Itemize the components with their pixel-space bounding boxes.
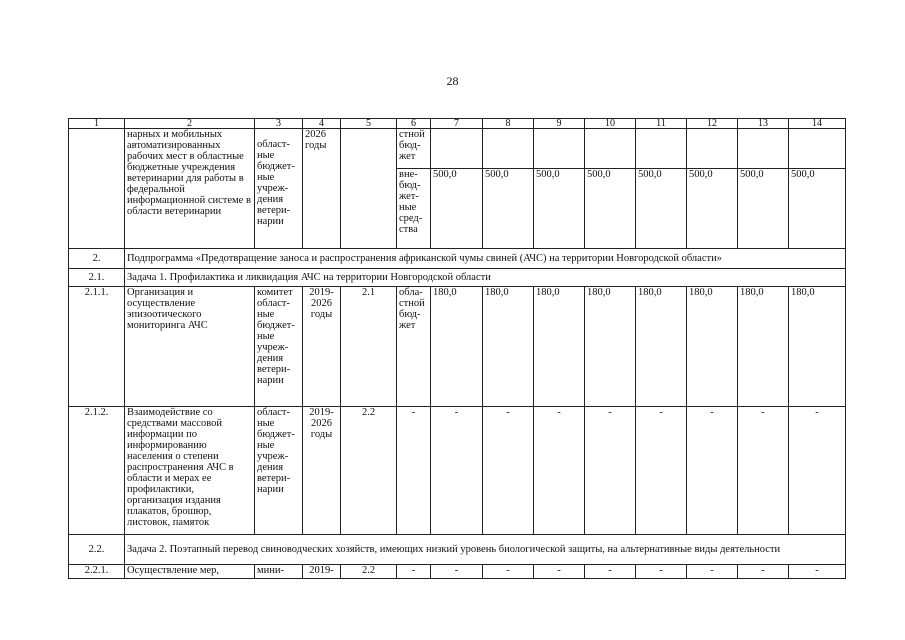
funding-source: - [397, 565, 431, 579]
target-indicator: 2.2 [341, 407, 397, 535]
table-row [69, 287, 846, 407]
measure-name: Осуществление мер, [125, 565, 255, 579]
executor: мини- [255, 565, 303, 579]
header-cell: 3 [255, 119, 303, 129]
value-cell: 500,0 [687, 169, 738, 249]
target-indicator: 2.1 [341, 287, 397, 407]
value-cell [636, 129, 687, 169]
header-cell: 4 [303, 119, 341, 129]
task-row [69, 535, 846, 565]
value-cell: - [636, 407, 687, 535]
period: 2026 годы [303, 129, 341, 249]
value-cell: 500,0 [534, 169, 585, 249]
task-number: 2.1. [69, 269, 125, 287]
value-cell [431, 129, 483, 169]
value-cell: - [789, 565, 846, 579]
value-cell: 180,0 [585, 287, 636, 407]
value-cell: - [431, 565, 483, 579]
value-cell: 180,0 [636, 287, 687, 407]
table-row [69, 565, 846, 579]
value-cell: 500,0 [483, 169, 534, 249]
header-cell: 6 [397, 119, 431, 129]
funding-source: обла-стной бюд-жет [397, 287, 431, 407]
target-indicator [341, 129, 397, 249]
value-cell: - [789, 407, 846, 535]
executor: област-ные бюджет-ные учреж-дения ветери-нарии [255, 407, 303, 535]
value-cell: - [534, 565, 585, 579]
executor: комитет област-ные бюджет-ные учреж-дения ветери-нарии [255, 287, 303, 407]
value-cell: - [483, 565, 534, 579]
header-cell: 10 [585, 119, 636, 129]
header-cell: 11 [636, 119, 687, 129]
section-row [69, 249, 846, 269]
value-cell: 500,0 [738, 169, 789, 249]
value-cell: 180,0 [483, 287, 534, 407]
value-cell: 180,0 [687, 287, 738, 407]
value-cell: - [738, 565, 789, 579]
value-cell [483, 129, 534, 169]
header-cell: 5 [341, 119, 397, 129]
value-cell: - [585, 565, 636, 579]
header-cell: 14 [789, 119, 846, 129]
row-number: 2.1.1. [69, 287, 125, 407]
section-title: Подпрограмма «Предотвращение заноса и распространения африканской чумы свиней (АЧС) на территории Новгородской области» [125, 249, 846, 269]
value-cell: - [687, 565, 738, 579]
value-cell: - [687, 407, 738, 535]
value-cell: - [636, 565, 687, 579]
measure-name: Организация и осуществление эпизоотического мониторинга АЧС [125, 287, 255, 407]
period: 2019-2026 годы [303, 287, 341, 407]
program-table [68, 118, 846, 579]
value-cell: 180,0 [789, 287, 846, 407]
measure-name: нарных и мобильных автоматизированных рабочих мест в областные бюджетные учреждения ветеринарии для работы в федеральной информационной системе в области ветеринарии [125, 129, 255, 249]
task-row [69, 269, 846, 287]
executor: област-ные бюджет-ные учреж-дения ветери-нарии [255, 129, 303, 249]
period: 2019- [303, 565, 341, 579]
value-cell: - [738, 407, 789, 535]
value-cell [585, 129, 636, 169]
page-number: 28 [446, 74, 459, 88]
task-title: Задача 1. Профилактика и ликвидация АЧС на территории Новгородской области [125, 269, 846, 287]
value-cell: 180,0 [534, 287, 585, 407]
header-cell: 13 [738, 119, 789, 129]
table-row [69, 407, 846, 535]
funding-source: стной бюд-жет [397, 129, 431, 169]
section-number: 2. [69, 249, 125, 269]
header-cell: 1 [69, 119, 125, 129]
funding-source: вне-бюд-жет-ные сред-ства [397, 169, 431, 249]
value-cell: 500,0 [585, 169, 636, 249]
header-cell: 8 [483, 119, 534, 129]
funding-source: - [397, 407, 431, 535]
period: 2019-2026 годы [303, 407, 341, 535]
value-cell: 500,0 [431, 169, 483, 249]
value-cell: - [431, 407, 483, 535]
value-cell: 500,0 [636, 169, 687, 249]
value-cell [738, 129, 789, 169]
header-cell: 7 [431, 119, 483, 129]
value-cell: - [483, 407, 534, 535]
value-cell: 180,0 [431, 287, 483, 407]
value-cell: 500,0 [789, 169, 846, 249]
value-cell [789, 129, 846, 169]
task-number: 2.2. [69, 535, 125, 565]
target-indicator: 2.2 [341, 565, 397, 579]
task-title: Задача 2. Поэтапный перевод свиноводческих хозяйств, имеющих низкий уровень биологической защиты, на альтернативные виды деятельности [125, 535, 846, 565]
value-cell: - [534, 407, 585, 535]
row-number: 2.1.2. [69, 407, 125, 535]
value-cell: 180,0 [738, 287, 789, 407]
header-row [69, 119, 846, 129]
value-cell [534, 129, 585, 169]
row-number [69, 129, 125, 249]
value-cell [687, 129, 738, 169]
header-cell: 12 [687, 119, 738, 129]
measure-name: Взаимодействие со средствами массовой информации по информированию населения о степени распространения АЧС в области и мерах ее профилактики, организация издания плакатов, брошюр, листовок, памяток [125, 407, 255, 535]
row-number: 2.2.1. [69, 565, 125, 579]
value-cell: - [585, 407, 636, 535]
header-cell: 9 [534, 119, 585, 129]
header-cell: 2 [125, 119, 255, 129]
table-row [69, 129, 846, 169]
